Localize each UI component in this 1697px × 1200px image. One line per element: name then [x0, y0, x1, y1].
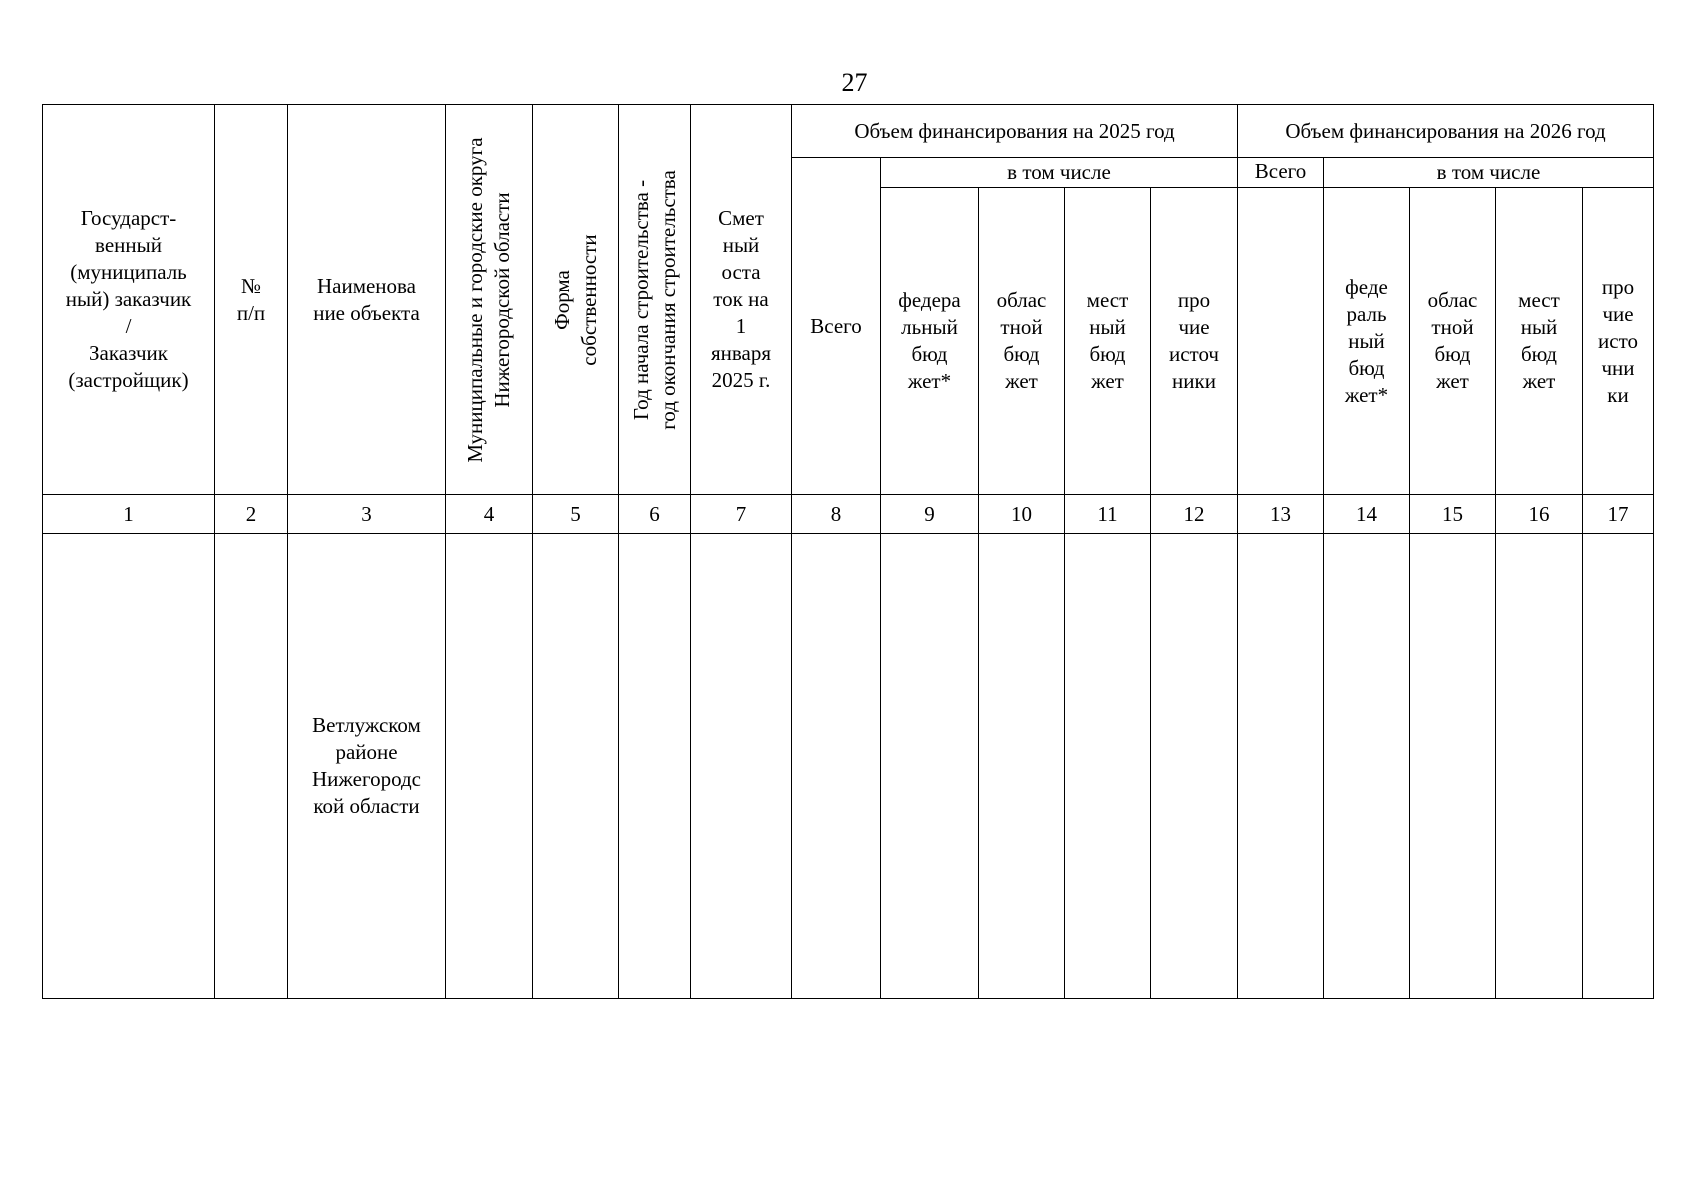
header-number-pp: № п/п — [215, 105, 288, 495]
header-fed-2025: федера льный бюд жет* — [881, 188, 979, 495]
cell-number — [215, 534, 288, 999]
header-incl-2026: в том числе — [1324, 158, 1654, 188]
cell-total-2026 — [1238, 534, 1324, 999]
column-number: 11 — [1065, 495, 1151, 534]
cell-loc-2025 — [1065, 534, 1151, 999]
cell-oth-2026 — [1583, 534, 1654, 999]
column-number: 1 — [43, 495, 215, 534]
cell-loc-2026 — [1496, 534, 1583, 999]
cell-estimate — [691, 534, 792, 999]
header-oth-2026: про чие исто чни ки — [1583, 188, 1654, 495]
column-number: 5 — [533, 495, 619, 534]
column-number: 14 — [1324, 495, 1410, 534]
cell-total-2025 — [792, 534, 881, 999]
column-number: 17 — [1583, 495, 1654, 534]
column-number: 2 — [215, 495, 288, 534]
cell-ownership — [533, 534, 619, 999]
header-reg-2025: облас тной бюд жет — [979, 188, 1065, 495]
cell-fed-2026 — [1324, 534, 1410, 999]
financing-table — [42, 104, 1654, 999]
column-number: 12 — [1151, 495, 1238, 534]
column-number: 4 — [446, 495, 533, 534]
column-number: 13 — [1238, 495, 1324, 534]
header-oth-2025: про чие источ ники — [1151, 188, 1238, 495]
page-number: 27 — [841, 68, 868, 97]
header-object-name: Наименова ние объекта — [288, 105, 446, 495]
cell-reg-2026 — [1410, 534, 1496, 999]
header-funding-2026: Объем финансирования на 2026 год — [1238, 105, 1654, 158]
cell-customer — [43, 534, 215, 999]
header-municipal-cell — [446, 105, 533, 495]
column-number: 8 — [792, 495, 881, 534]
cell-reg-2025 — [979, 534, 1065, 999]
column-number: 6 — [619, 495, 691, 534]
column-number: 3 — [288, 495, 446, 534]
header-incl-2025: в том числе — [881, 158, 1238, 188]
column-number: 10 — [979, 495, 1065, 534]
cell-fed-2025 — [881, 534, 979, 999]
column-number: 16 — [1496, 495, 1583, 534]
header-fed-2026: феде раль ный бюд жет* — [1324, 188, 1410, 495]
header-reg-2026: облас тной бюд жет — [1410, 188, 1496, 495]
cell-oth-2025 — [1151, 534, 1238, 999]
table-row — [43, 534, 1654, 999]
header-total-2025: Всего — [792, 158, 881, 495]
header-ownership-cell — [533, 105, 619, 495]
column-number: 9 — [881, 495, 979, 534]
header-estimate: Смет ный оста ток на 1 января 2025 г. — [691, 105, 792, 495]
header-municipal: Муниципальные и городские округа Нижегородской области — [463, 136, 514, 463]
header-loc-2026: мест ный бюд жет — [1496, 188, 1583, 495]
cell-years — [619, 534, 691, 999]
header-total-2026: Всего — [1238, 158, 1324, 188]
header-ownership: Форма собственности — [549, 233, 601, 366]
cell-municipal — [446, 534, 533, 999]
column-number: 7 — [691, 495, 792, 534]
column-number-row — [43, 495, 1654, 534]
header-funding-2025: Объем финансирования на 2025 год — [792, 105, 1238, 158]
column-number: 15 — [1410, 495, 1496, 534]
cell-object-name: Ветлужском районе Нижегородс кой области — [288, 534, 446, 999]
header-customer: Государст- венный (муниципаль ный) заказчик / Заказчик (застройщик) — [43, 105, 215, 495]
header-loc-2025: мест ный бюд жет — [1065, 188, 1151, 495]
header-empty-2026 — [1238, 188, 1324, 495]
header-years: Год начала строительства - год окончания строительства — [628, 169, 680, 430]
header-years-cell — [619, 105, 691, 495]
